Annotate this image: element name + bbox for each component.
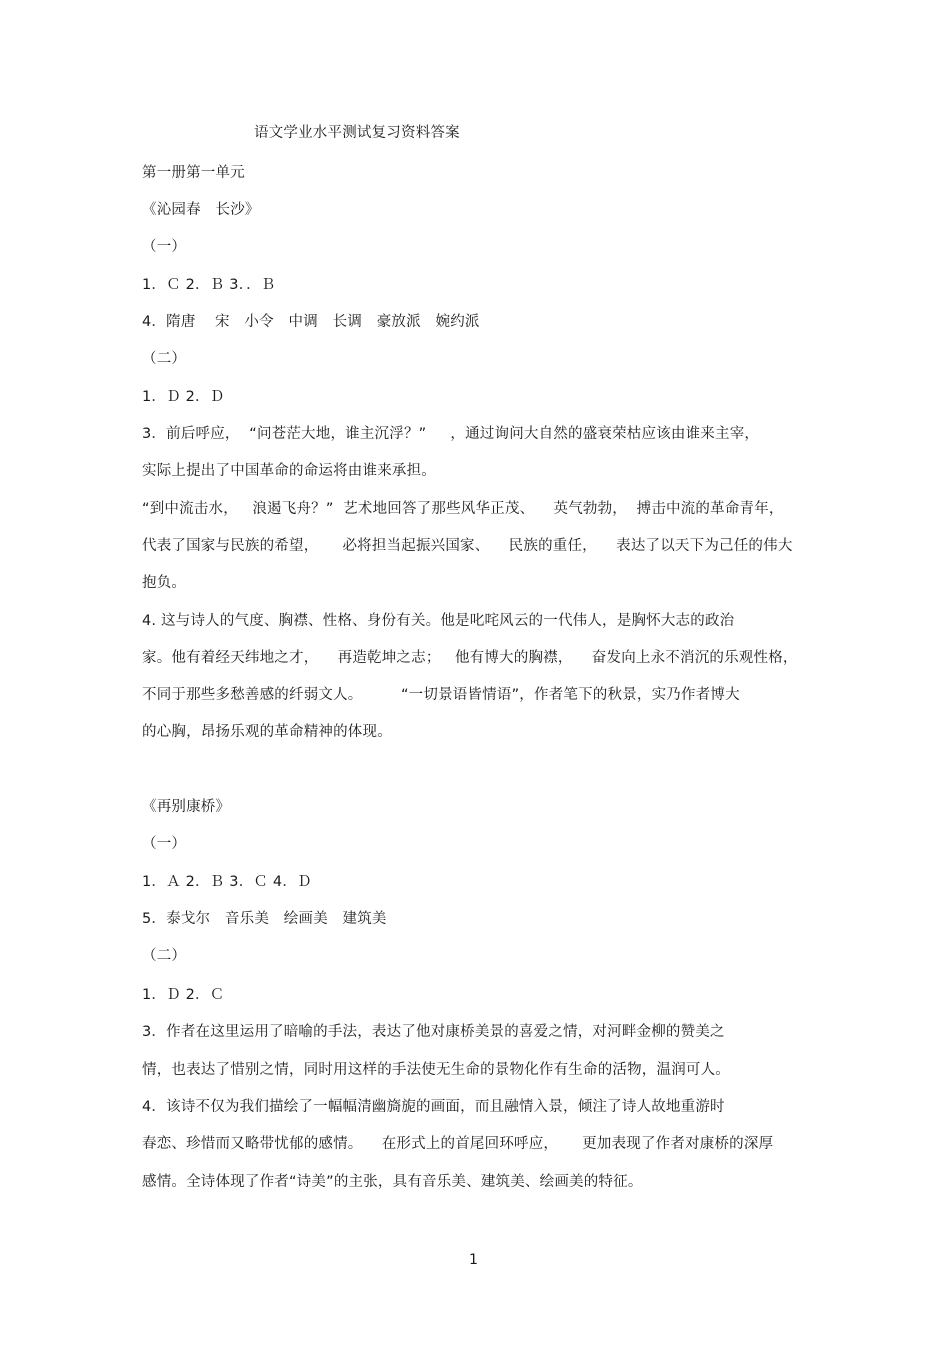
answer-line: 1．Ｄ 2．Ｃ: [142, 987, 225, 1003]
poem-title: 《沁园春 长沙》: [142, 202, 260, 218]
answer-paragraph-line: 3．前后呼应， “问苍茫大地，谁主沉浮？” ，通过询问大自然的盛衰荣枯应该由谁来主宰，: [142, 426, 760, 442]
subsection-marker: （一）: [142, 239, 187, 255]
answer-paragraph-line: 情，也表达了惜别之情，同时用这样的手法使无生命的景物化作有生命的活物，温润可人。: [142, 1062, 730, 1078]
answer-line: 1．Ｃ 2．Ｂ 3．．Ｂ: [142, 277, 276, 293]
answer-paragraph-line: 实际上提出了中国革命的命运将由谁来承担。: [142, 463, 436, 479]
answer-paragraph-line: 代表了国家与民族的希望， 必将担当起振兴国家、 民族的重任， 表达了以天下为己任的伟大: [142, 538, 793, 554]
answer-paragraph-line: 的心胸，昂扬乐观的革命精神的体现。: [142, 724, 392, 740]
page-title: 语文学业水平测试复习资料答案: [254, 125, 460, 141]
answer-paragraph-line: 3．作者在这里运用了暗喻的手法，表达了他对康桥美景的喜爱之情，对河畔金柳的赞美之: [142, 1024, 725, 1040]
answer-paragraph-line: “到中流击水， 浪遏飞舟？” 艺术地回答了那些风华正茂、 英气勃勃， 搏击中流的革命青年，: [142, 501, 784, 517]
answer-paragraph-line: 不同于那些多愁善感的纤弱文人。 “一切景语皆情语”，作者笔下的秋景，实乃作者博大: [142, 687, 740, 703]
answer-line: 1．Ｄ 2．Ｄ: [142, 389, 225, 405]
answer-paragraph-line: 感情。全诗体现了作者“诗美”的主张，具有音乐美、建筑美、绘画美的特征。: [142, 1174, 643, 1190]
answer-line: 4．隋唐 宋 小令 中调 长调 豪放派 婉约派: [142, 314, 480, 330]
page-number: 1: [469, 1252, 479, 1268]
answer-line: 5．泰戈尔 音乐美 绘画美 建筑美: [142, 911, 387, 927]
subsection-marker: （一）: [142, 836, 187, 852]
section-heading: 第一册第一单元: [142, 165, 245, 181]
subsection-marker: （二）: [142, 351, 187, 367]
answer-paragraph-line: 4．该诗不仅为我们描绘了一幅幅清幽旖旎的画面，而且融情入景，倾注了诗人故地重游时: [142, 1099, 725, 1115]
answer-paragraph-line: 4. 这与诗人的气度、胸襟、性格、身份有关。他是叱咤风云的一代伟人，是胸怀大志的政治: [142, 613, 735, 629]
subsection-marker: （二）: [142, 948, 187, 964]
answer-line: 1．Ａ 2．Ｂ 3．Ｃ 4．Ｄ: [142, 874, 312, 890]
answer-paragraph-line: 抱负。: [142, 575, 187, 591]
answer-paragraph-line: 家。他有着经天纬地之才， 再造乾坤之志； 他有博大的胸襟， 奋发向上永不消沉的乐观性格，: [142, 650, 798, 666]
answer-paragraph-line: 春恋、珍惜而又略带忧郁的感情。 在形式上的首尾回环呼应， 更加表现了作者对康桥的深厚: [142, 1136, 774, 1152]
poem-title: 《再别康桥》: [142, 799, 231, 815]
